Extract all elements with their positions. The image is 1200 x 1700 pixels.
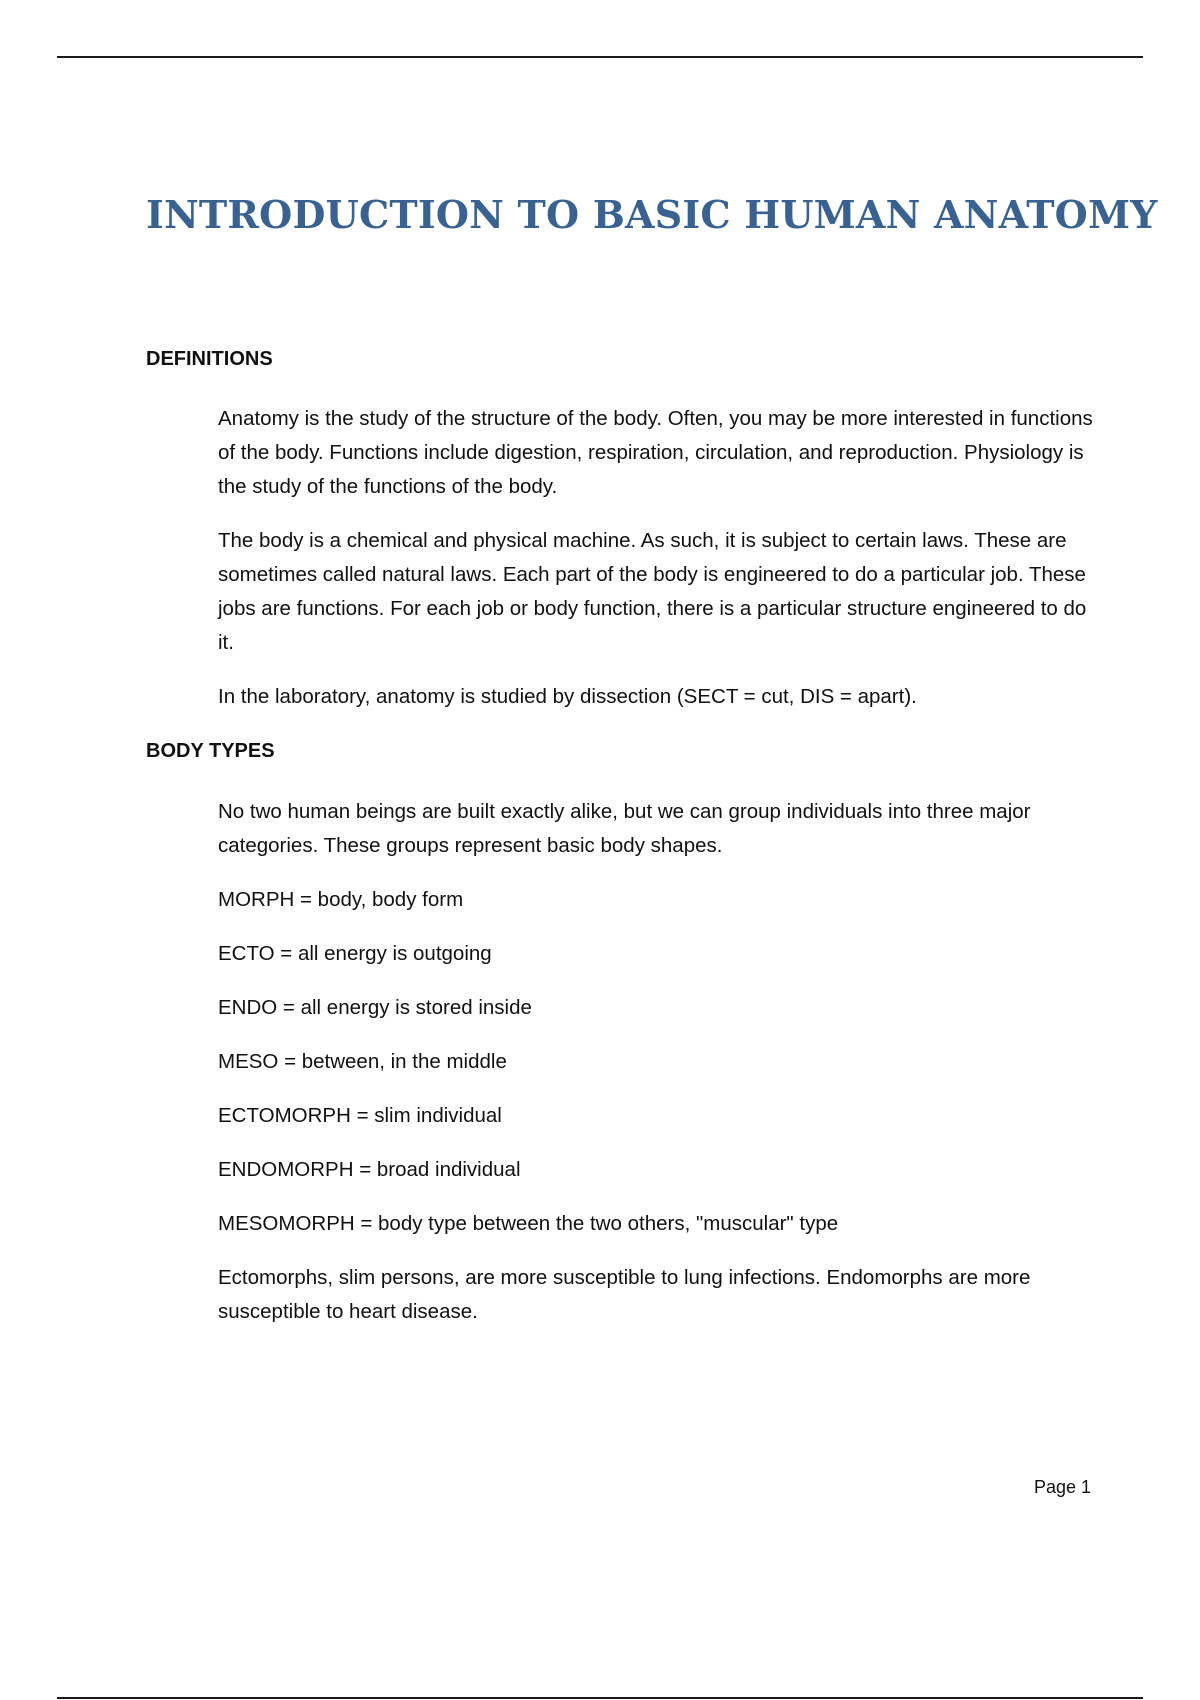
section-heading-body-types: BODY TYPES xyxy=(146,740,275,762)
definition-line-ecto: ECTO = all energy is outgoing xyxy=(218,942,492,965)
paragraph: The body is a chemical and physical machine. As such, it is subject to certain laws. These are sometimes called natural laws. Each part of the body is engineered to do a particular job. These jobs are functions. For each job or body function, there is a particular structure engineered to do it. xyxy=(218,529,1087,654)
page-number: Page 1 xyxy=(1034,1477,1092,1497)
definition-line-endo: ENDO = all energy is stored inside xyxy=(218,996,532,1019)
section-heading-definitions: DEFINITIONS xyxy=(146,348,273,370)
paragraph: Ectomorphs, slim persons, are more susceptible to lung infections. Endomorphs are more susceptible to heart disease. xyxy=(218,1266,1031,1323)
paragraph: No two human beings are built exactly alike, but we can group individuals into three major categories. These groups represent basic body shapes. xyxy=(218,800,1031,857)
document-title: INTRODUCTION TO BASIC HUMAN ANATOMY xyxy=(146,192,1158,237)
definition-line-mesomorph: MESOMORPH = body type between the two others, "muscular" type xyxy=(218,1212,839,1235)
definition-line-morph: MORPH = body, body form xyxy=(218,888,464,911)
paragraph: In the laboratory, anatomy is studied by dissection (SECT = cut, DIS = apart). xyxy=(218,685,917,708)
header-rule xyxy=(57,56,1143,58)
definition-line-endomorph: ENDOMORPH = broad individual xyxy=(218,1158,521,1181)
definition-line-ectomorph: ECTOMORPH = slim individual xyxy=(218,1104,502,1127)
section-definitions xyxy=(218,402,1098,734)
definition-line-meso: MESO = between, in the middle xyxy=(218,1050,507,1073)
paragraph: Anatomy is the study of the structure of the body. Often, you may be more interested in functions of the body. Functions include digestion, respiration, circulation, and reproduction. Physiology is the study of the functions of the body. xyxy=(218,407,1093,498)
section-body-types xyxy=(218,795,1098,1349)
footer-rule xyxy=(57,1697,1143,1699)
